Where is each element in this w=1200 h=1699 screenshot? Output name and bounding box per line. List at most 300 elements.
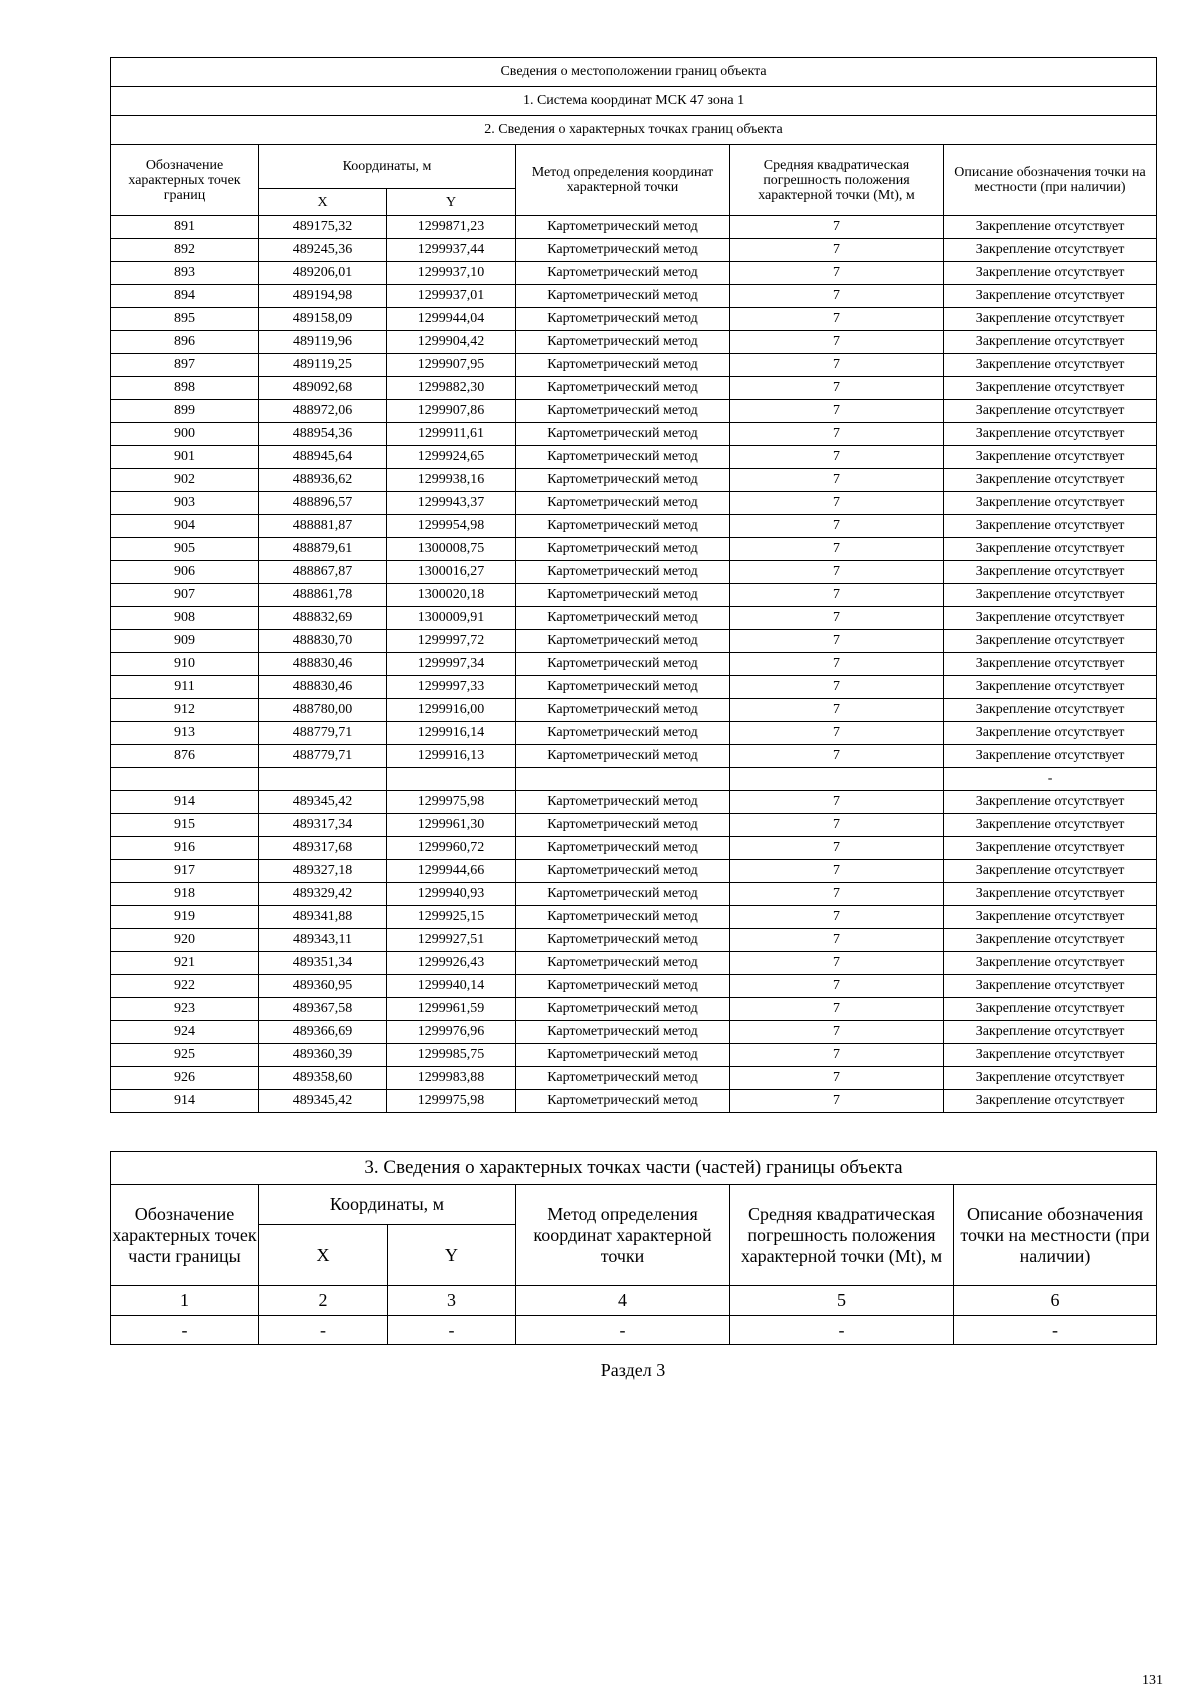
- point-number: 910: [111, 653, 259, 676]
- error: 7: [730, 400, 944, 423]
- error: [730, 768, 944, 791]
- coord-x: 489317,68: [259, 837, 387, 860]
- description: Закрепление отсутствует: [944, 791, 1157, 814]
- method: Картометрический метод: [516, 492, 730, 515]
- table-title: Сведения о местоположении границ объекта: [111, 58, 1157, 87]
- coord-y: 1299925,15: [387, 906, 516, 929]
- coord-x: 489158,09: [259, 308, 387, 331]
- method: Картометрический метод: [516, 262, 730, 285]
- coord-x: 489329,42: [259, 883, 387, 906]
- method: Картометрический метод: [516, 860, 730, 883]
- method: Картометрический метод: [516, 630, 730, 653]
- description: Закрепление отсутствует: [944, 377, 1157, 400]
- point-number: 909: [111, 630, 259, 653]
- coord-x: 489092,68: [259, 377, 387, 400]
- coord-x: 489367,58: [259, 998, 387, 1021]
- table-row: [111, 1067, 1157, 1090]
- method: Картометрический метод: [516, 1021, 730, 1044]
- error: 7: [730, 492, 944, 515]
- table-row: [111, 400, 1157, 423]
- header-y: Y: [387, 189, 516, 216]
- method: Картометрический метод: [516, 423, 730, 446]
- description: Закрепление отсутствует: [944, 239, 1157, 262]
- coord-x: 488779,71: [259, 745, 387, 768]
- coord-x: 488830,70: [259, 630, 387, 653]
- description: Закрепление отсутствует: [944, 814, 1157, 837]
- method: Картометрический метод: [516, 975, 730, 998]
- table-row: [111, 906, 1157, 929]
- point-number: 911: [111, 676, 259, 699]
- table-row: [111, 584, 1157, 607]
- table-row: [111, 998, 1157, 1021]
- point-number: 902: [111, 469, 259, 492]
- method: Картометрический метод: [516, 722, 730, 745]
- coord-x: 489194,98: [259, 285, 387, 308]
- table-row: [111, 814, 1157, 837]
- point-number: 906: [111, 561, 259, 584]
- table-row: [111, 653, 1157, 676]
- description: Закрепление отсутствует: [944, 216, 1157, 239]
- description: Закрепление отсутствует: [944, 492, 1157, 515]
- point-number: 897: [111, 354, 259, 377]
- header-method: Метод определения координат характерной точки: [516, 1185, 730, 1286]
- coord-y: 1299907,86: [387, 400, 516, 423]
- coord-y: 1299997,33: [387, 676, 516, 699]
- error: 7: [730, 699, 944, 722]
- point-number: 876: [111, 745, 259, 768]
- error: 7: [730, 262, 944, 285]
- coord-y: 1299997,72: [387, 630, 516, 653]
- coord-x: [259, 768, 387, 791]
- point-number: 918: [111, 883, 259, 906]
- error: 7: [730, 860, 944, 883]
- error: 7: [730, 446, 944, 469]
- coord-y: 1299983,88: [387, 1067, 516, 1090]
- error: 7: [730, 331, 944, 354]
- table-row: [111, 331, 1157, 354]
- header-description: Описание обозначения точки на местности (при наличии): [944, 145, 1157, 216]
- coord-y: 1299904,42: [387, 331, 516, 354]
- error: 7: [730, 423, 944, 446]
- description: -: [944, 768, 1157, 791]
- error: 7: [730, 1021, 944, 1044]
- coord-y: 1299926,43: [387, 952, 516, 975]
- method: Картометрический метод: [516, 745, 730, 768]
- table-row: [111, 837, 1157, 860]
- column-number: 4: [516, 1286, 730, 1316]
- point-number: 905: [111, 538, 259, 561]
- method: Картометрический метод: [516, 929, 730, 952]
- point-number: 917: [111, 860, 259, 883]
- coord-y: 1299944,04: [387, 308, 516, 331]
- coord-x: 489360,39: [259, 1044, 387, 1067]
- header-x: X: [259, 1225, 388, 1286]
- error: 7: [730, 952, 944, 975]
- point-number: 903: [111, 492, 259, 515]
- error: 7: [730, 216, 944, 239]
- coord-x: 488830,46: [259, 653, 387, 676]
- description: Закрепление отсутствует: [944, 906, 1157, 929]
- point-number: 893: [111, 262, 259, 285]
- method: Картометрический метод: [516, 216, 730, 239]
- header-coords: Координаты, м: [259, 1185, 516, 1225]
- point-number: 926: [111, 1067, 259, 1090]
- point-number: 896: [111, 331, 259, 354]
- table-row: [111, 722, 1157, 745]
- description: Закрепление отсутствует: [944, 354, 1157, 377]
- description: Закрепление отсутствует: [944, 538, 1157, 561]
- point-number: 904: [111, 515, 259, 538]
- coord-x: 489119,96: [259, 331, 387, 354]
- coord-y: 1299961,59: [387, 998, 516, 1021]
- method: Картометрический метод: [516, 998, 730, 1021]
- error: 7: [730, 676, 944, 699]
- point-number: 895: [111, 308, 259, 331]
- coord-x: 489366,69: [259, 1021, 387, 1044]
- table-row: [111, 354, 1157, 377]
- coord-y: 1299916,00: [387, 699, 516, 722]
- table-row: [111, 538, 1157, 561]
- coord-y: 1299943,37: [387, 492, 516, 515]
- error: 7: [730, 561, 944, 584]
- coord-y: 1299882,30: [387, 377, 516, 400]
- coord-y: 1300009,91: [387, 607, 516, 630]
- method: Картометрический метод: [516, 607, 730, 630]
- coord-y: 1299976,96: [387, 1021, 516, 1044]
- section-label: Раздел 3: [600, 1360, 666, 1380]
- table-row: [111, 561, 1157, 584]
- table-row: [111, 216, 1157, 239]
- error: 7: [730, 285, 944, 308]
- column-number: 2: [259, 1286, 388, 1316]
- description: Закрепление отсутствует: [944, 1067, 1157, 1090]
- coord-y: 1299975,98: [387, 791, 516, 814]
- method: Картометрический метод: [516, 331, 730, 354]
- coord-y: 1299927,51: [387, 929, 516, 952]
- coord-y: 1299985,75: [387, 1044, 516, 1067]
- method: Картометрический метод: [516, 400, 730, 423]
- description: Закрепление отсутствует: [944, 860, 1157, 883]
- point-number: 913: [111, 722, 259, 745]
- table-row: [111, 745, 1157, 768]
- table-row: [111, 952, 1157, 975]
- error: 7: [730, 308, 944, 331]
- coord-y: 1299937,01: [387, 285, 516, 308]
- error: 7: [730, 354, 944, 377]
- coord-x: 488954,36: [259, 423, 387, 446]
- method: Картометрический метод: [516, 446, 730, 469]
- point-number: 898: [111, 377, 259, 400]
- error: 7: [730, 607, 944, 630]
- coord-x: 489327,18: [259, 860, 387, 883]
- empty-cell: -: [388, 1316, 516, 1345]
- coord-x: 489351,34: [259, 952, 387, 975]
- description: Закрепление отсутствует: [944, 446, 1157, 469]
- method: Картометрический метод: [516, 791, 730, 814]
- table-row: [111, 262, 1157, 285]
- description: Закрепление отсутствует: [944, 998, 1157, 1021]
- coord-x: 488879,61: [259, 538, 387, 561]
- description: Закрепление отсутствует: [944, 515, 1157, 538]
- empty-cell: -: [954, 1316, 1157, 1345]
- coord-y: 1299937,10: [387, 262, 516, 285]
- error: 7: [730, 791, 944, 814]
- coord-y: 1299938,16: [387, 469, 516, 492]
- description: Закрепление отсутствует: [944, 929, 1157, 952]
- method: Картометрический метод: [516, 469, 730, 492]
- part-boundary-points-table: [110, 1151, 1157, 1345]
- coord-x: 489206,01: [259, 262, 387, 285]
- coord-y: 1299960,72: [387, 837, 516, 860]
- table-row: [111, 515, 1157, 538]
- error: 7: [730, 515, 944, 538]
- method: Картометрический метод: [516, 561, 730, 584]
- error: 7: [730, 929, 944, 952]
- method: Картометрический метод: [516, 1044, 730, 1067]
- table-row: [111, 469, 1157, 492]
- coord-y: 1299975,98: [387, 1090, 516, 1113]
- method: Картометрический метод: [516, 308, 730, 331]
- description: Закрепление отсутствует: [944, 883, 1157, 906]
- error: 7: [730, 653, 944, 676]
- table-row: [111, 285, 1157, 308]
- coord-y: [387, 768, 516, 791]
- point-number: 908: [111, 607, 259, 630]
- point-number: 891: [111, 216, 259, 239]
- description: Закрепление отсутствует: [944, 745, 1157, 768]
- coord-y: 1300008,75: [387, 538, 516, 561]
- table-row: [111, 975, 1157, 998]
- description: Закрепление отсутствует: [944, 469, 1157, 492]
- header-y: Y: [388, 1225, 516, 1286]
- point-number: 921: [111, 952, 259, 975]
- description: Закрепление отсутствует: [944, 837, 1157, 860]
- error: 7: [730, 998, 944, 1021]
- point-number: 899: [111, 400, 259, 423]
- error: 7: [730, 1044, 944, 1067]
- empty-cell: -: [516, 1316, 730, 1345]
- coord-x: 488830,46: [259, 676, 387, 699]
- method: Картометрический метод: [516, 538, 730, 561]
- point-number: 919: [111, 906, 259, 929]
- method: Картометрический метод: [516, 906, 730, 929]
- description: Закрепление отсутствует: [944, 1021, 1157, 1044]
- description: Закрепление отсутствует: [944, 584, 1157, 607]
- method: Картометрический метод: [516, 285, 730, 308]
- point-number: 914: [111, 1090, 259, 1113]
- point-number: 912: [111, 699, 259, 722]
- coord-y: 1299997,34: [387, 653, 516, 676]
- method: Картометрический метод: [516, 653, 730, 676]
- coord-y: 1299871,23: [387, 216, 516, 239]
- header-error: Средняя квадратическая погрешность положения характерной точки (Mt), м: [730, 1185, 954, 1286]
- coord-x: 488972,06: [259, 400, 387, 423]
- point-number: 914: [111, 791, 259, 814]
- empty-cell: -: [259, 1316, 388, 1345]
- method: Картометрический метод: [516, 239, 730, 262]
- header-coords: Координаты, м: [259, 145, 516, 189]
- coord-y: 1300020,18: [387, 584, 516, 607]
- coord-y: 1299954,98: [387, 515, 516, 538]
- coord-y: 1299940,14: [387, 975, 516, 998]
- coord-x: 488867,87: [259, 561, 387, 584]
- point-number: 916: [111, 837, 259, 860]
- description: Закрепление отсутствует: [944, 331, 1157, 354]
- error: 7: [730, 722, 944, 745]
- point-number: 922: [111, 975, 259, 998]
- coord-x: 488936,62: [259, 469, 387, 492]
- error: 7: [730, 906, 944, 929]
- error: 7: [730, 538, 944, 561]
- description: Закрепление отсутствует: [944, 676, 1157, 699]
- error: 7: [730, 814, 944, 837]
- coord-y: 1299961,30: [387, 814, 516, 837]
- table-row: [111, 377, 1157, 400]
- coord-y: 1299916,14: [387, 722, 516, 745]
- table-row: [111, 607, 1157, 630]
- header-point: Обозначение характерных точек границ: [111, 145, 259, 216]
- point-number: 924: [111, 1021, 259, 1044]
- coord-x: 489245,36: [259, 239, 387, 262]
- coord-y: 1299940,93: [387, 883, 516, 906]
- method: Картометрический метод: [516, 814, 730, 837]
- method: Картометрический метод: [516, 1090, 730, 1113]
- table-row: [111, 791, 1157, 814]
- coord-x: 489343,11: [259, 929, 387, 952]
- empty-cell: -: [111, 1316, 259, 1345]
- point-number: 915: [111, 814, 259, 837]
- table-row: [111, 423, 1157, 446]
- coord-x: 489175,32: [259, 216, 387, 239]
- section-2-title: 2. Сведения о характерных точках границ объекта: [111, 116, 1157, 145]
- point-number: 923: [111, 998, 259, 1021]
- description: Закрепление отсутствует: [944, 975, 1157, 998]
- coord-y: 1299911,61: [387, 423, 516, 446]
- coord-y: 1299944,66: [387, 860, 516, 883]
- coord-y: 1300016,27: [387, 561, 516, 584]
- description: Закрепление отсутствует: [944, 607, 1157, 630]
- section-3-title: 3. Сведения о характерных точках части (частей) границы объекта: [111, 1152, 1157, 1185]
- table-row: [111, 492, 1157, 515]
- description: Закрепление отсутствует: [944, 722, 1157, 745]
- coord-y: 1299937,44: [387, 239, 516, 262]
- coord-x: 489341,88: [259, 906, 387, 929]
- method: Картометрический метод: [516, 1067, 730, 1090]
- coord-x: 489360,95: [259, 975, 387, 998]
- error: 7: [730, 975, 944, 998]
- method: Картометрический метод: [516, 584, 730, 607]
- table-row: [111, 768, 1157, 791]
- coord-x: 488861,78: [259, 584, 387, 607]
- column-number: 3: [388, 1286, 516, 1316]
- method: [516, 768, 730, 791]
- description: Закрепление отсутствует: [944, 423, 1157, 446]
- boundary-points-table: [110, 57, 1157, 1113]
- table-row: [111, 239, 1157, 262]
- error: 7: [730, 837, 944, 860]
- table-row: [111, 308, 1157, 331]
- coord-y: 1299924,65: [387, 446, 516, 469]
- coord-y: 1299907,95: [387, 354, 516, 377]
- table-row: [111, 630, 1157, 653]
- method: Картометрический метод: [516, 377, 730, 400]
- description: Закрепление отсутствует: [944, 561, 1157, 584]
- description: Закрепление отсутствует: [944, 630, 1157, 653]
- coord-x: 489358,60: [259, 1067, 387, 1090]
- table-row: [111, 929, 1157, 952]
- column-number: 1: [111, 1286, 259, 1316]
- description: Закрепление отсутствует: [944, 653, 1157, 676]
- error: 7: [730, 469, 944, 492]
- coord-x: 489345,42: [259, 791, 387, 814]
- method: Картометрический метод: [516, 515, 730, 538]
- point-number: 925: [111, 1044, 259, 1067]
- coord-x: 488780,00: [259, 699, 387, 722]
- description: Закрепление отсутствует: [944, 1090, 1157, 1113]
- empty-cell: -: [730, 1316, 954, 1345]
- description: Закрепление отсутствует: [944, 952, 1157, 975]
- coord-x: 488945,64: [259, 446, 387, 469]
- error: 7: [730, 584, 944, 607]
- header-method: Метод определения координат характерной точки: [516, 145, 730, 216]
- error: 7: [730, 239, 944, 262]
- table-row: [111, 860, 1157, 883]
- point-number: 894: [111, 285, 259, 308]
- table-row: [111, 883, 1157, 906]
- error: 7: [730, 745, 944, 768]
- table-row: [111, 1021, 1157, 1044]
- description: Закрепление отсутствует: [944, 285, 1157, 308]
- error: 7: [730, 1090, 944, 1113]
- method: Картометрический метод: [516, 699, 730, 722]
- method: Картометрический метод: [516, 883, 730, 906]
- coord-x: 489345,42: [259, 1090, 387, 1113]
- table-row: [111, 699, 1157, 722]
- method: Картометрический метод: [516, 952, 730, 975]
- error: 7: [730, 377, 944, 400]
- point-number: 901: [111, 446, 259, 469]
- point-number: 920: [111, 929, 259, 952]
- description: Закрепление отсутствует: [944, 400, 1157, 423]
- point-number: 900: [111, 423, 259, 446]
- description: Закрепление отсутствует: [944, 308, 1157, 331]
- table-row: [111, 676, 1157, 699]
- point-number: 892: [111, 239, 259, 262]
- coord-x: 488832,69: [259, 607, 387, 630]
- error: 7: [730, 630, 944, 653]
- point-number: 907: [111, 584, 259, 607]
- column-number: 5: [730, 1286, 954, 1316]
- header-description: Описание обозначения точки на местности (при наличии): [954, 1185, 1157, 1286]
- method: Картометрический метод: [516, 837, 730, 860]
- coordinate-system: 1. Система координат МСК 47 зона 1: [111, 87, 1157, 116]
- method: Картометрический метод: [516, 354, 730, 377]
- column-number: 6: [954, 1286, 1157, 1316]
- table-row: [111, 1090, 1157, 1113]
- description: Закрепление отсутствует: [944, 262, 1157, 285]
- error: 7: [730, 883, 944, 906]
- page-number: 131: [1142, 1673, 1163, 1688]
- header-point: Обозначение характерных точек части границы: [111, 1185, 259, 1286]
- description: Закрепление отсутствует: [944, 1044, 1157, 1067]
- description: Закрепление отсутствует: [944, 699, 1157, 722]
- table-row: [111, 1044, 1157, 1067]
- header-x: X: [259, 189, 387, 216]
- table-row: [111, 446, 1157, 469]
- coord-y: 1299916,13: [387, 745, 516, 768]
- coord-x: 488896,57: [259, 492, 387, 515]
- header-error: Средняя квадратическая погрешность положения характерной точки (Mt), м: [730, 145, 944, 216]
